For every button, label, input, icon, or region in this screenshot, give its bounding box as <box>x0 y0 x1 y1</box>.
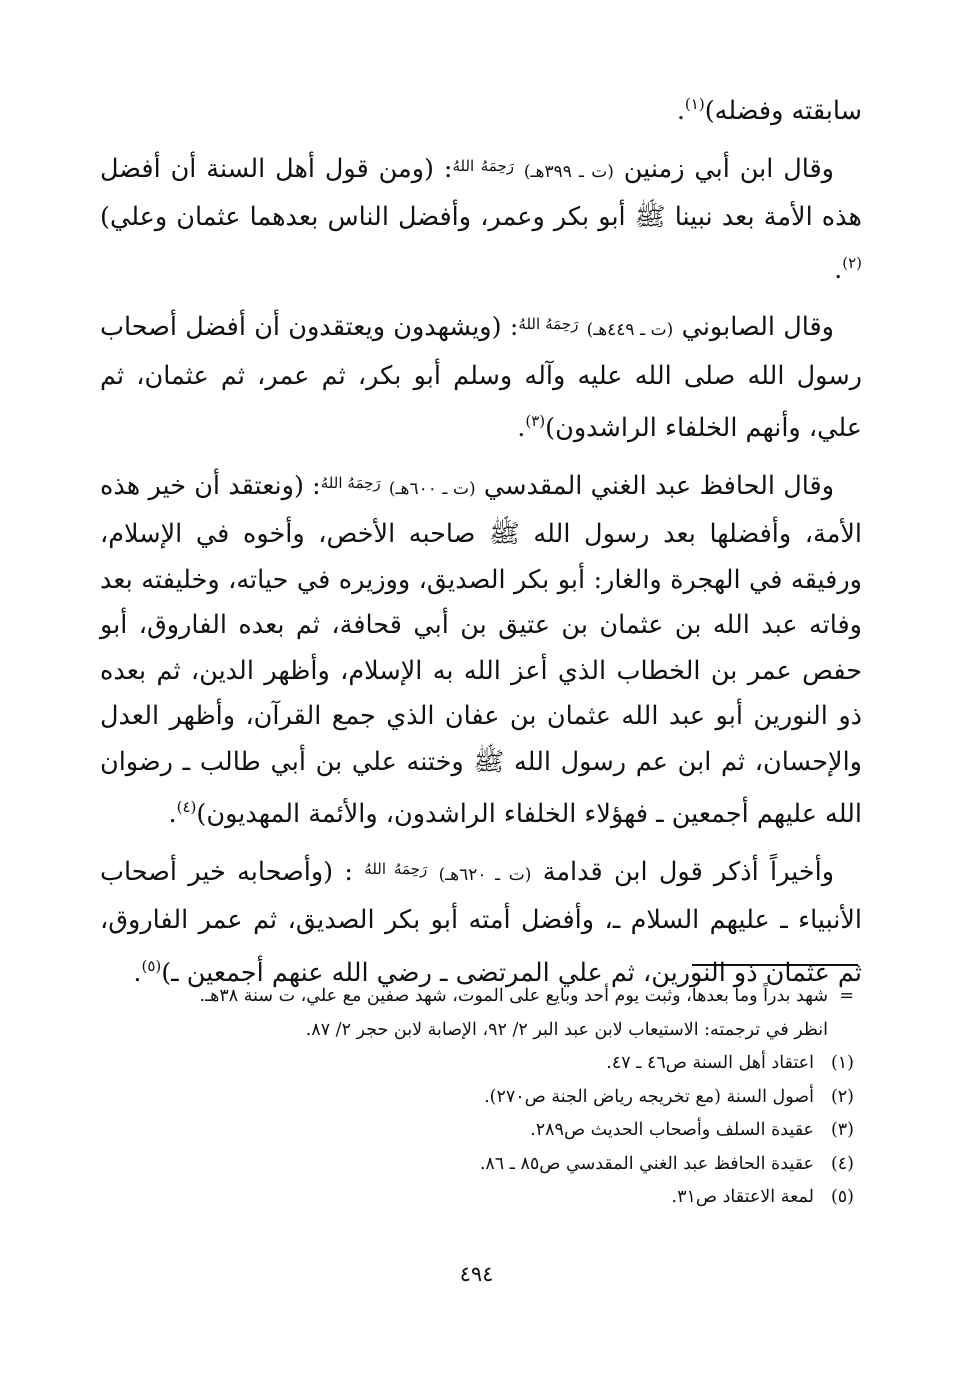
footnote-ref: (٤) <box>176 798 197 816</box>
paragraph-4 <box>100 847 862 997</box>
footnote-item <box>112 1181 854 1215</box>
paragraph-lead: وقال ابن أبي زمنين <box>623 153 834 184</box>
page-number: ٤٩٤ <box>459 1262 494 1286</box>
death-date: (ت ـ ٣٩٩هـ) <box>523 161 614 182</box>
footnote-item <box>112 1081 854 1115</box>
paragraph-lead: وقال الحافظ عبد الغني المقدسي <box>483 470 835 501</box>
continuation-marker: = <box>839 986 854 1006</box>
footnote-text: اعتقاد أهل السنة ص٤٦ ـ ٤٧. <box>606 1053 814 1073</box>
footnote-text: عقيدة الحافظ عبد الغني المقدسي ص٨٥ ـ ٨٦. <box>479 1153 814 1174</box>
footnote-continuation <box>112 980 854 1014</box>
honorific-glyph: رَحِمَهُ اللهُ <box>452 156 514 175</box>
footnotes <box>112 980 854 1215</box>
footnote-text: عقيدة السلف وأصحاب الحديث ص٢٨٩. <box>530 1120 814 1140</box>
footnote-ref: (٥) <box>141 956 162 975</box>
footnote-number: (٣) <box>830 1120 854 1140</box>
death-date: (ت ـ ٦٠٠هـ) <box>388 478 476 499</box>
paragraph-end: . <box>133 957 142 988</box>
footnote-ref: (١) <box>684 95 705 113</box>
paragraph-text: سابقته وفضله) <box>704 96 862 126</box>
footnote-reference-line <box>112 1014 854 1048</box>
footnote-text: انظر في ترجمته: الاستيعاب لابن عبد البر ٢/ ٩٢، الإصابة لابن حجر ٢/ ٨٧. <box>305 1019 828 1040</box>
honorific-glyph: رَحِمَهُ اللهُ <box>364 859 428 878</box>
paragraph-end: . <box>676 96 685 126</box>
paragraph-lead: وأخيراً أذكر قول ابن قدامة <box>542 856 835 887</box>
paragraph-text: : (ويشهدون ويعتقدون أن أفضل أصحاب رسول الله صلى الله عليه وآله وسلم أبو بكر، ثم عمر، ثم عثمان، ثم علي، وأنهم الخلفاء الراشدون) <box>100 312 862 443</box>
footnote-item <box>112 1114 854 1148</box>
paragraph-lead: وقال الصابوني <box>681 312 834 342</box>
footnote-text: لمعة الاعتقاد ص٣١. <box>671 1187 814 1207</box>
paragraph-2 <box>100 302 862 452</box>
footnote-text: شهد بدراً وما بعدها، وثبت يوم أحد وبايع على الموت، شهد صفين مع علي، ت سنة ٣٨هـ. <box>199 986 828 1006</box>
paragraph-end: . <box>834 254 843 285</box>
paragraph-text: : (وأصحابه خير أصحاب الأنبياء ـ عليهم السلام ـ، وأفضل أمته أبو بكر الصديق، ثم عمر الفاروق، ثم عثمان ذو النورين، ثم علي المرتضى ـ رضي الله عنهم أجمعين ـ) <box>100 856 862 988</box>
paragraph-end: . <box>517 413 526 443</box>
paragraph-0 <box>100 82 862 135</box>
paragraph-3 <box>100 461 862 838</box>
footnote-separator <box>692 964 858 966</box>
footnote-item <box>112 1047 854 1081</box>
paragraph-1 <box>100 144 862 294</box>
footnote-number: (٢) <box>830 1086 854 1107</box>
footnote-ref: (٢) <box>842 253 862 272</box>
footnote-ref: (٣) <box>525 412 546 430</box>
footnote-text: أصول السنة (مع تخريجه رياض الجنة ص٢٧٠). <box>484 1086 814 1107</box>
honorific-glyph: رَحِمَهُ اللهُ <box>518 315 579 333</box>
footnote-number: (١) <box>830 1053 854 1073</box>
paragraph-text: : (ومن قول أهل السنة أن أفضل هذه الأمة بعد نبينا ﷺ أبو بكر وعمر، وأفضل الناس بعدهما عثمان وعلي) <box>100 153 862 232</box>
paragraph-end: . <box>168 799 177 829</box>
honorific-glyph: رَحِمَهُ اللهُ <box>320 473 381 492</box>
footnote-item <box>112 1148 854 1182</box>
death-date: (ت ـ ٦٢٠هـ) <box>438 864 532 885</box>
paragraph-text: : (ونعتقد أن خير هذه الأمة، وأفضلها بعد رسول الله ﷺ صاحبه الأخص، وأخوه في الإسلام، ورفيقه في الهجرة والغار: أبو بكر الصديق، ووزيره في حياته، وخليفته بعد وفاته عبد الله بن عثمان بن عتيق بن أبي قحافة، ثم بعده الفاروق، أبو حفص عمر بن الخطاب الذي أعز الله به الإسلام، وأظهر الدين، ثم بعده ذو النورين أبو عبد الله عثمان بن عفان الذي جمع القرآن، وأظهر العدل والإحسان، ثم ابن عم رسول الله ﷺ وختنه علي بن أبي طالب ـ رضوان الله عليهم أجمعين ـ فهؤلاء الخلفاء الراشدون، والأئمة المهديون) <box>100 470 862 829</box>
main-text <box>100 82 862 1005</box>
footnote-number: (٤) <box>830 1153 854 1174</box>
footnote-number: (٥) <box>830 1187 854 1207</box>
death-date: (ت ـ ٤٤٩هـ) <box>586 320 674 340</box>
